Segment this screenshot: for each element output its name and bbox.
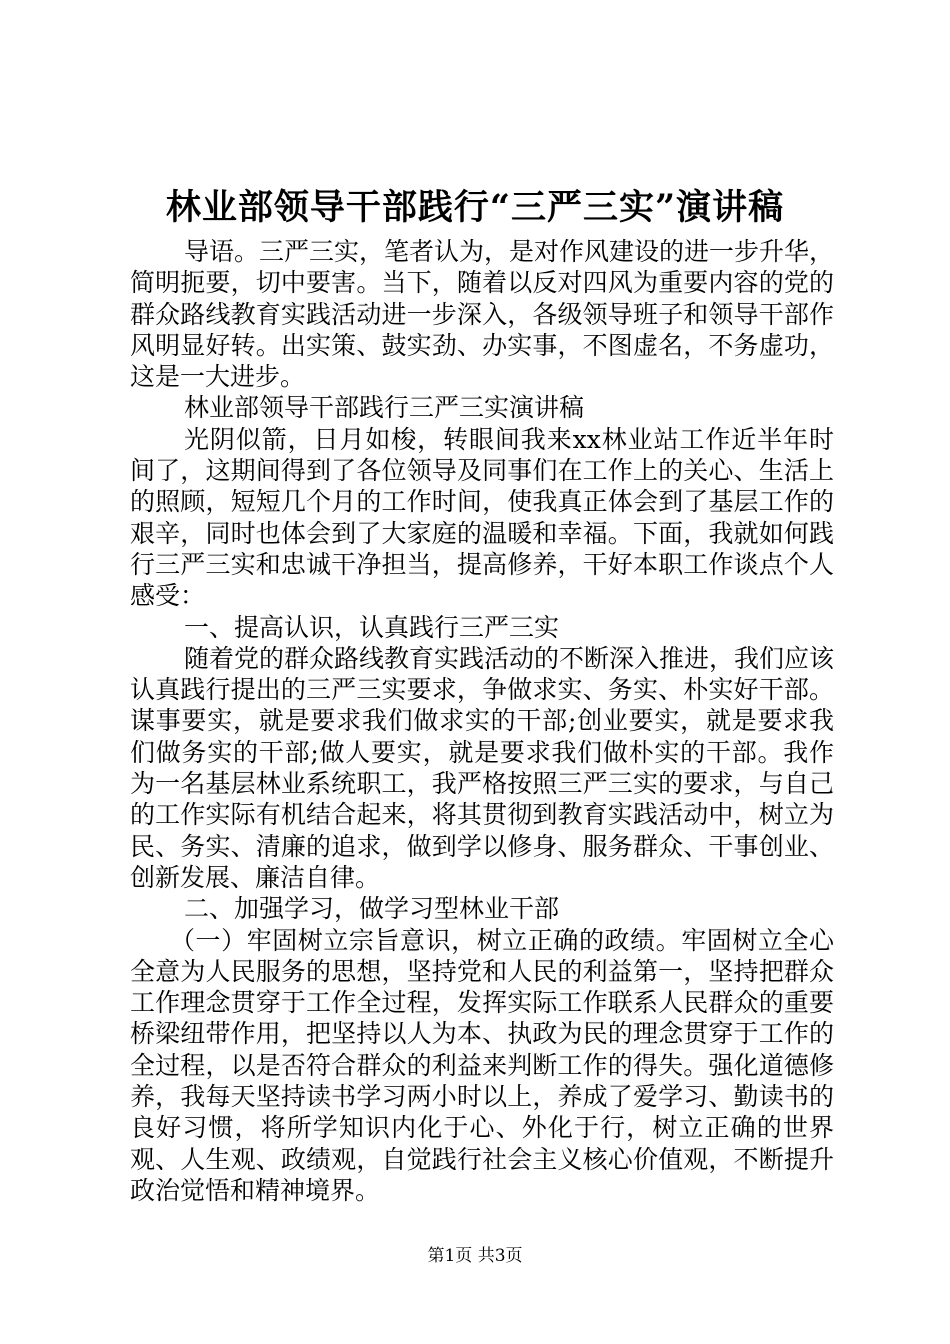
paragraph-section-1: 随着党的群众路线教育实践活动的不断深入推进，我们应该认真践行提出的三严三实要求，争做求实、务实、朴实好干部。谋事要实，就是要求我们做求实的干部;创业要实，就是要求我们做务实的干部;做人要实，就是要求我们做朴实的干部。我作为一名基层林业系统职工，我严格按照三严三实的要求，与自己的工作实际有机结合起来，将其贯彻到教育实践活动中，树立为民、务实、清廉的追求，做到学以修身、服务群众、干事创业、创新发展、廉洁自律。	[130, 643, 835, 892]
document-body	[130, 236, 834, 1206]
paragraph-section-2-item-1: （一）牢固树立宗旨意识，树立正确的政绩。牢固树立全心全意为人民服务的思想，坚持党和人民的利益第一，坚持把群众工作理念贯穿于工作全过程，发挥实际工作联系人民群众的重要桥梁纽带作用，把坚持以人为本、执政为民的理念贯穿于工作的全过程，以是否符合群众的利益来判断工作的得失。强化道德修养，我每天坚持读书学习两小时以上，养成了爱学习、勤读书的良好习惯，将所学知识内化于心、外化于行，树立正确的世界观、人生观、政绩观，自觉践行社会主义核心价值观，不断提升政治觉悟和精神境界。	[130, 925, 834, 1205]
section-heading-2: 二、加强学习，做学习型林业干部	[184, 894, 560, 924]
paragraph-opening: 光阴似箭，日月如梭，转眼间我来xx林业站工作近半年时间了，这期间得到了各位领导及同事们在工作上的关心、生活上的照顾，短短几个月的工作时间，使我真正体会到了基层工作的艰辛，同时也体会到了大家庭的温暖和幸福。下面，我就如何践行三严三实和忠诚干净担当，提高修养，干好本职工作谈点个人感受：	[130, 424, 834, 611]
page-number-footer: 第1页 共3页	[427, 1246, 523, 1266]
paragraph-intro: 导语。三严三实，笔者认为，是对作风建设的进一步升华，简明扼要，切中要害。当下，随着以反对四风为重要内容的党的群众路线教育实践活动进一步深入，各级领导班子和领导干部作风明显好转。出实策、鼓实劲、办实事，不图虚名，不务虚功，这是一大进步。	[130, 237, 835, 392]
paragraph-subtitle: 林业部领导干部践行三严三实演讲稿	[184, 393, 585, 423]
document-title: 林业部领导干部践行“三严三实”演讲稿	[165, 187, 785, 228]
section-heading-1: 一、提高认识，认真践行三严三实	[184, 612, 560, 642]
